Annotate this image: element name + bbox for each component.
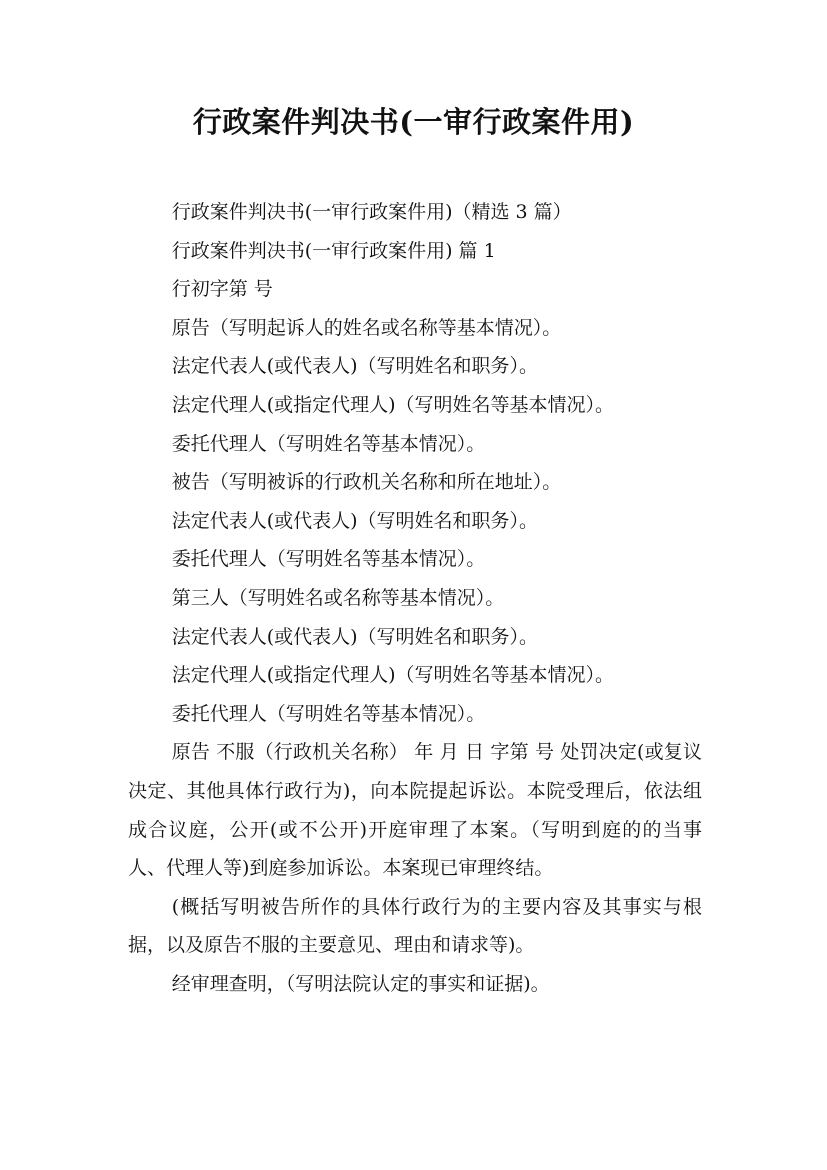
paragraph-third-party-statutory-agent: 法定代理人(或指定代理人)（写明姓名等基本情况）。 [171,664,615,687]
paragraph-heading-collection: 行政案件判决书(一审行政案件用)（精选 3 篇） [171,201,572,223]
paragraph-third-party-entrusted-agent: 委托代理人（写明姓名等基本情况）。 [171,702,486,725]
paragraph-case-procedure: 原告 不服（行政机关名称） 年 月 日 字第 号 处罚决定(或复议决定、其他具体行政行为)，向本院提起诉讼。本院受理后，依法组成合议庭，公开(或不公开)开庭审理了本案。（写明到庭的的当事人、代理人等)到庭参加诉讼。本案现已审理终结。 [128,741,702,880]
paragraph-plaintiff: 原告（写明起诉人的姓名或名称等基本情况）。 [171,316,562,339]
paragraph-case-summary: (概括写明被告所作的具体行政行为的主要内容及其事实与根据，以及原告不服的主要意见、理由和请求等)。 [128,895,702,957]
paragraph-plaintiff-statutory-agent: 法定代理人(或指定代理人)（写明姓名等基本情况）。 [171,393,615,416]
paragraph-third-party-legal-representative: 法定代表人(或代表人)（写明姓名和职务）。 [171,625,539,648]
paragraph-defendant-legal-representative: 法定代表人(或代表人)（写明姓名和职务）。 [171,509,539,532]
paragraph-plaintiff-entrusted-agent: 委托代理人（写明姓名等基本情况）。 [171,432,486,455]
paragraph-defendant: 被告（写明被诉的行政机关名称和所在地址）。 [171,471,562,494]
document-title: 行政案件判决书(一审行政案件用) [192,105,635,139]
document-body [128,193,702,1003]
paragraph-case-number: 行初字第 号 [171,278,273,301]
paragraph-defendant-entrusted-agent: 委托代理人（写明姓名等基本情况）。 [171,548,486,571]
paragraph-plaintiff-legal-representative: 法定代表人(或代表人)（写明姓名和职务）。 [171,355,539,378]
paragraph-findings: 经审理查明，（写明法院认定的事实和证据)。 [171,972,550,995]
paragraph-heading-part-1: 行政案件判决书(一审行政案件用) 篇 1 [171,239,496,262]
paragraph-third-party: 第三人（写明姓名或名称等基本情况）。 [171,586,505,609]
